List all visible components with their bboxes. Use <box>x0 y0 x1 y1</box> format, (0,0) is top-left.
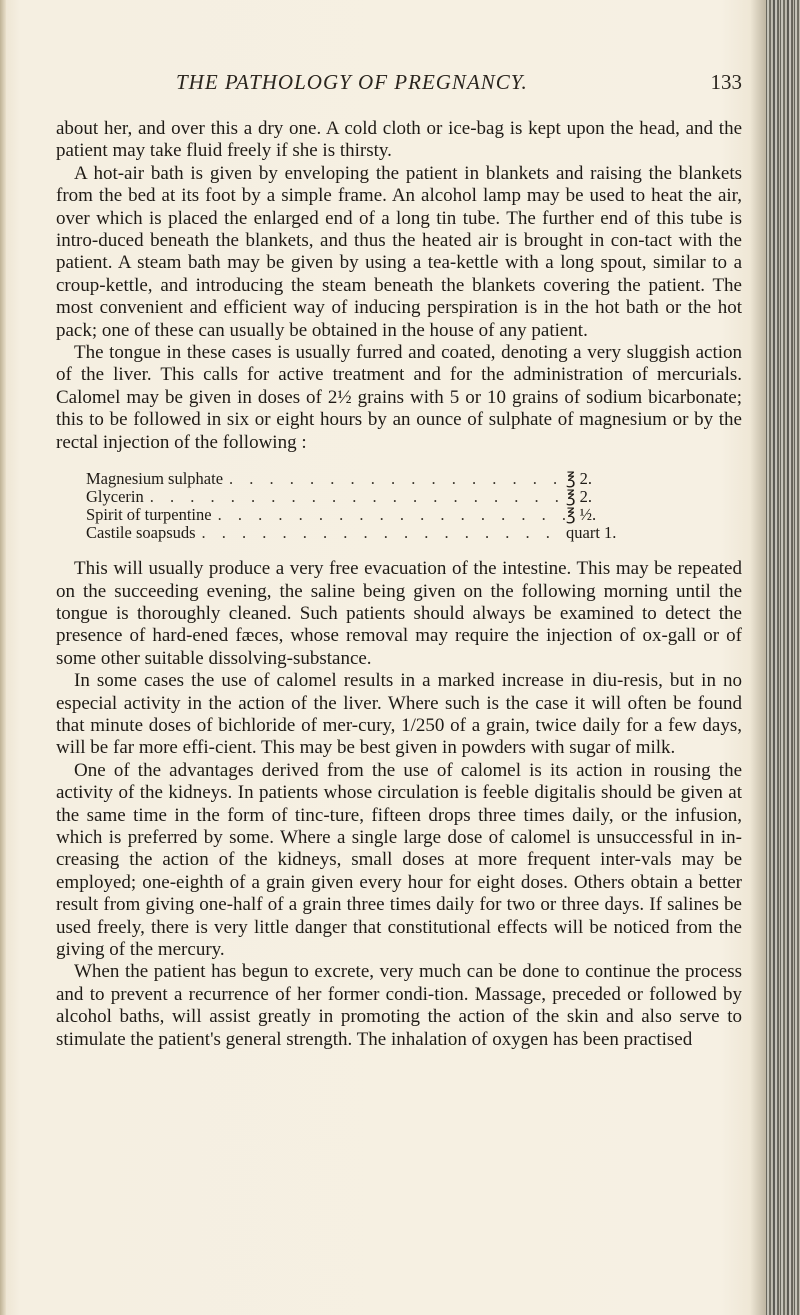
paragraph: In some cases the use of calomel results in a marked increase in diu-resis, but in no especial activity in the action of the liver. Where such is the case it will often be found that minute doses of bichloride of mer-cury, 1/250 of a grain, twice daily for a few days, will be far more effi-cient. This may be best given in powders with sugar of milk. <box>56 670 742 759</box>
leader-dots <box>212 506 566 524</box>
body-text <box>56 118 742 1051</box>
prescription-list <box>86 470 686 542</box>
paragraph: This will usually produce a very free evacuation of the intestine. This may be repeated on the succeeding evening, the saline being given on the following morning until the tongue is thoroughly cleaned. Such patients should always be examined to detect the presence of hard-ened fæces, whose removal may require the injection of ox-gall or of some other suitable dissolving-substance. <box>56 558 742 669</box>
ingredient-quantity: ℥ ½. <box>566 505 597 525</box>
ingredient-name: Spirit of turpentine <box>86 505 212 525</box>
paragraph: A hot-air bath is given by enveloping the patient in blankets and raising the blankets from the bed at its foot by a simple frame. An alcohol lamp may be used to heat the air, over which is placed the enlarged end of a long tin tube. The further end of this tube is intro-duced beneath the blankets, and thus the heated air is brought in con-tact with the patient. A steam bath may be given by using a tea-kettle with a long spout, similar to a croup-kettle, and introducing the steam beneath the blankets covering the patient. The most convenient and efficient way of inducing perspiration is in the hot bath or the hot pack; one of these can usually be obtained in the house of any patient. <box>56 162 742 341</box>
gutter-shadow <box>750 0 766 1315</box>
paragraph: When the patient has begun to excrete, very much can be done to continue the process and to prevent a recurrence of her former condi-tion. Massage, preceded or followed by alcohol baths, will assist greatly in promoting the action of the skin and also serve to stimulate the patient's general strength. The inhalation of oxygen has been practised <box>56 961 742 1050</box>
leader-dots <box>196 524 566 542</box>
paragraph: One of the advantages derived from the use of calomel is its action in rousing the activity of the kidneys. In patients whose circulation is feeble digitalis should be given at the same time in the form of tinc-ture, fifteen drops three times daily, or the infusion, which is preferred by some. Where a single large dose of calomel is unsuccessful in in-creasing the action of the kidneys, small doses at more frequent inter-vals may be employed; one-eighth of a grain given every hour for eight doses. Others obtain a better result from giving one-half of a grain three times daily for two or three days. If salines be used freely, there is very little danger that constitutional effects will be noticed from the giving of the mercury. <box>56 759 742 960</box>
running-head: THE PATHOLOGY OF PREGNANCY. <box>176 70 528 94</box>
ingredient-quantity: ℥ 2. <box>566 487 593 507</box>
book-spine-edge <box>766 0 800 1315</box>
prescription-item <box>86 506 686 524</box>
ingredient-name: Glycerin <box>86 487 144 507</box>
prescription-item <box>86 524 686 542</box>
prescription-item <box>86 470 686 488</box>
ingredient-name: Magnesium sulphate <box>86 469 224 489</box>
ingredient-quantity: ℥ 2. <box>566 469 593 489</box>
ingredient-quantity: quart 1. <box>566 523 617 543</box>
paragraph: The tongue in these cases is usually furred and coated, denoting a very sluggish action of the liver. This calls for active treatment and for the administration of mercurials. Calomel may be given in doses of 2½ grains with 5 or 10 grains of sodium bicarbonate; this to be followed in six or eight hours by an ounce of sulphate of magnesium or by the rectal injection of the following : <box>56 342 742 453</box>
paragraph: about her, and over this a dry one. A cold cloth or ice-bag is kept upon the head, and the patient may take fluid freely if she is thirsty. <box>56 118 742 162</box>
prescription-item <box>86 488 686 506</box>
ingredient-name: Castile soapsuds <box>86 523 196 543</box>
page-left-edge <box>0 0 6 1315</box>
page-header <box>56 70 742 100</box>
leader-dots <box>223 470 566 488</box>
leader-dots <box>144 488 566 506</box>
page-number: 133 <box>710 70 742 94</box>
